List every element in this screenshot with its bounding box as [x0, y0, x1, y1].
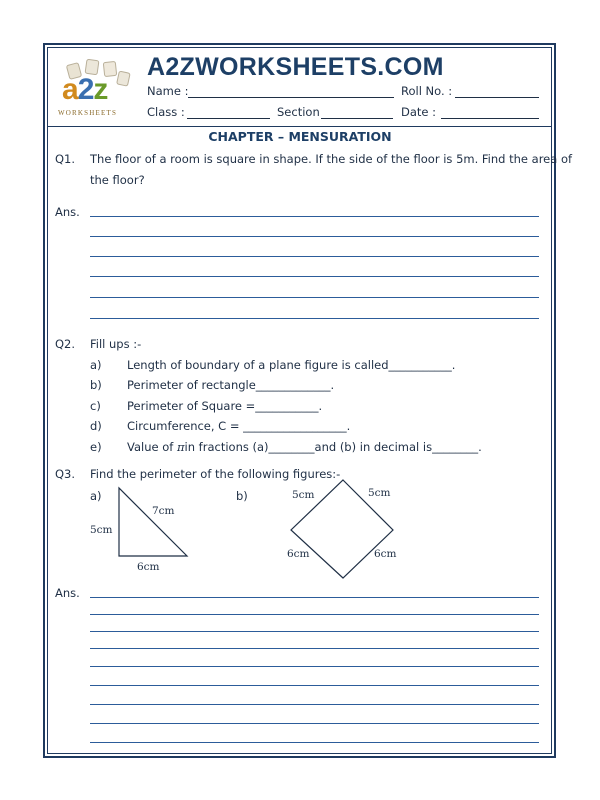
q2-title: Fill ups :- — [90, 337, 142, 351]
answer-line[interactable] — [90, 648, 539, 649]
figure-a-label: a) — [90, 489, 102, 503]
section-label: Section — [277, 105, 320, 119]
q3-text: Find the perimeter of the following figures:- — [90, 467, 341, 481]
class-label: Class : — [147, 105, 185, 119]
q1-number: Q1. — [55, 152, 76, 166]
answer-line[interactable] — [90, 276, 539, 277]
q2-item-text — [127, 440, 482, 454]
site-title: A2ZWORKSHEETS.COM — [147, 53, 444, 81]
name-field[interactable] — [188, 97, 394, 98]
q2-item-label: d) — [90, 419, 102, 433]
triangle-hypotenuse: 7cm — [152, 505, 175, 517]
figure-b-label: b) — [236, 489, 248, 503]
square-side-bottom-left: 6cm — [287, 548, 310, 560]
right-triangle-figure — [117, 486, 192, 558]
answer-line[interactable] — [90, 742, 539, 743]
date-field[interactable] — [441, 118, 539, 119]
roll-field[interactable] — [455, 97, 539, 98]
answer-line[interactable] — [90, 297, 539, 298]
section-field[interactable] — [321, 118, 393, 119]
q2-item-text-post: in fractions (a)________and (b) in decimal is________. — [184, 440, 482, 454]
square-side-bottom-right: 6cm — [374, 548, 397, 560]
q2-item-text: Perimeter of rectangle_____________. — [127, 378, 335, 392]
answer-line[interactable] — [90, 216, 539, 217]
date-label: Date : — [401, 105, 437, 119]
q1-answer-label: Ans. — [55, 205, 80, 219]
triangle-side-vertical: 5cm — [90, 524, 113, 536]
answer-line[interactable] — [90, 704, 539, 705]
triangle-side-horizontal: 6cm — [137, 561, 160, 573]
name-label: Name : — [147, 84, 189, 98]
q2-item-text-pre: Value of — [127, 440, 177, 454]
q2-item-text: Circumference, C = __________________. — [127, 419, 351, 433]
q3-number: Q3. — [55, 467, 76, 481]
answer-line[interactable] — [90, 685, 539, 686]
header-divider — [48, 126, 552, 127]
square-side-top-right: 5cm — [368, 487, 391, 499]
answer-line[interactable] — [90, 614, 539, 615]
answer-line[interactable] — [90, 236, 539, 237]
q2-item-label: a) — [90, 358, 102, 372]
q3-answer-label: Ans. — [55, 586, 80, 600]
q2-item-text: Perimeter of Square =___________. — [127, 399, 323, 413]
q2-item-label: c) — [90, 399, 101, 413]
answer-line[interactable] — [90, 723, 539, 724]
q1-text-line1: The floor of a room is square in shape. If the side of the floor is 5m. Find the area of — [90, 152, 573, 166]
chapter-title: CHAPTER – MENSURATION — [208, 129, 392, 144]
square-side-top-left: 5cm — [292, 489, 315, 501]
answer-line[interactable] — [90, 256, 539, 257]
q2-number: Q2. — [55, 337, 76, 351]
class-field[interactable] — [187, 118, 270, 119]
pi-symbol: π — [176, 440, 185, 454]
answer-line[interactable] — [90, 631, 539, 632]
answer-line[interactable] — [90, 318, 539, 319]
q2-item-label: b) — [90, 378, 102, 392]
answer-line[interactable] — [90, 666, 539, 667]
logo-text: a2z — [62, 73, 108, 106]
roll-label: Roll No. : — [401, 84, 453, 98]
logo-subtitle: WORKSHEETS — [58, 109, 118, 117]
q1-text-line2: the floor? — [90, 173, 145, 187]
q2-item-text: Length of boundary of a plane figure is called___________. — [127, 358, 456, 372]
q2-item-label: e) — [90, 440, 102, 454]
answer-line[interactable] — [90, 597, 539, 598]
